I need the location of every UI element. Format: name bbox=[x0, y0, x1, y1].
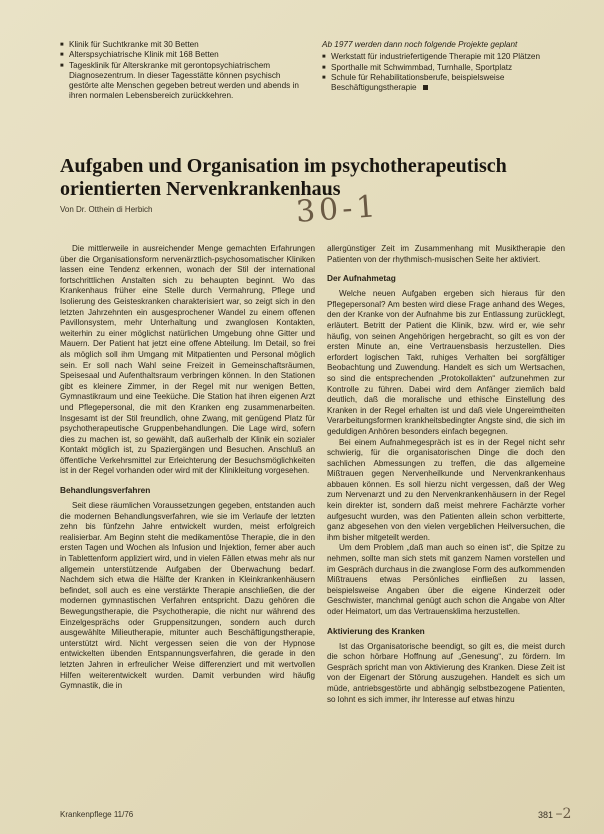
handwritten-page-mark: –2 bbox=[555, 806, 572, 822]
right-column bbox=[327, 244, 565, 705]
journal-footer: Krankenpflege 11/76 bbox=[60, 810, 134, 819]
section-heading: Behandlungsverfahren bbox=[60, 485, 151, 496]
article-author: Von Dr. Otthein di Herbich bbox=[60, 205, 153, 214]
body-paragraph: Seit diese räumlichen Voraussetzungen gegeben, entstanden auch die modernen Behandlungsverfahren, wie sie im Verlaufe der letzten zehn bis fünfzehn Jahre entwickelt wurden, meist erfolgreich realisierbar. Am Beginn steht die medikamentöse Therapie, die in den ersten Tagen und Wochen als Infusion und Injektion, ferner aber auch in Tablettenform appliziert wird, und in vielen Fällen etwas mehr als nur allgemein unterstützende Aufgaben der Überwachung bedarf. Nachdem sich etwa die Hälfte der Kranken in Kleinkrankenhäusern befindet, soll auch es eine verstärkte Therapie anschließen, die der modernen gymnastischen Verfahren entspricht. Dazu gehören die Bewegungstherapie, die Psychotherapie, die nicht nur während des Einzelgesprächs oder Gruppensitzungen, sondern auch durch ausgewählte Milieutherapie, mitunter auch Beschäftigungstherapie, unterstützt wird. Nicht vergessen seien die von der Hypnose entwickelten übenden Entspannungsverfahren, die gerade in den letzten Jahren in erfreulicher Weise differenziert und mit wertvollen Hilfen weiterentwickelt wurden. Damit verbunden wird häufig Gymnastik, die in bbox=[60, 501, 315, 691]
body-paragraph: allergünstiger Zeit im Zusammenhang mit Musiktherapie den Patienten von der rhythmisch-musischen Seite her aktiviert. bbox=[327, 244, 565, 264]
end-of-section-mark bbox=[423, 85, 428, 90]
body-paragraph: Um dem Problem „daß man auch so einen ist“, die Spitze zu nehmen, sollte man sich stets mit ganzem Namen vorstellen und im Gespräch durchaus in die zwanglose Form des aufkommenden Mißtrauens etwas Persönliches einfließen zu lassen, beispielsweise Angaben über die eigene Kinderzeit oder Geschwister, manchmal genügt auch schon die Angabe von Alter oder Heimatort, um das Vertrauensklima herzustellen. bbox=[327, 543, 565, 616]
section-heading: Aktivierung des Kranken bbox=[327, 625, 425, 636]
article-title: Aufgaben und Organisation im psychotherapeutisch orientierten Nervenkrankenhaus bbox=[60, 155, 507, 200]
top-left-continued-list bbox=[60, 40, 310, 102]
section-heading: Der Aufnahmetag bbox=[327, 273, 396, 284]
handwritten-annotation: 30-1 bbox=[294, 189, 381, 230]
page-number: 381 bbox=[538, 810, 554, 820]
body-paragraph: Bei einem Aufnahmegespräch ist es in der Regel nicht sehr schwierig, für die organisatorischen Dinge die doch den sachlichen Abmessungen zu treffen, die das allgemeine Mißtrauen gegen Nervenheilkunde und Nervenkrankenhaus abbauen können. Es soll hierzu nicht vergessen, daß der Weg zum Nervenarzt und zu den Nervenkrankenhäusern in der Regel kein direkter ist, sondern daß meist mehrere Fachärzte vorher aufgesucht wurden, was den Patienten allein schon verbitterte, ganz abgesehen von den vielen vergeblichen Heilversuchen, die ihm bisher mitgeteilt werden. bbox=[327, 437, 565, 542]
list-item bbox=[322, 73, 562, 94]
list-item: ■ Alterspsychiatrische Klinik mit 168 Betten bbox=[60, 50, 310, 60]
planned-projects-intro: Ab 1977 werden dann noch folgende Projekte geplant bbox=[322, 40, 518, 49]
body-paragraph: Ist das Organisatorische beendigt, so gilt es, die meist durch die schon hörbare Hoffnung auf „Genesung“, zu fördern. Im Gespräch spricht man von Aktivierung des Kranken. Diese Zeit ist von der Eigenart der Störung auszugehen. Handelt es sich um müde, antriebsgestörte und abhängig selbstbezogene Patienten, so lohnt es sich immer, ihr Interesse auf etwas hinzu bbox=[327, 641, 565, 704]
top-right-planned-projects bbox=[322, 40, 562, 93]
planned-projects-list bbox=[322, 52, 562, 93]
page-number-footer bbox=[538, 806, 571, 822]
list-item: ■ Tagesklinik für Alterskranke mit gerontopsychiatrischem Diagnosezentrum. In dieser Tagesstätte können psychisch gestörte alte Menschen gegeben betreut werden und abends in ihren normalen Lebensbereich zurückkehren. bbox=[60, 61, 310, 102]
list-item: ■ Klinik für Suchtkranke mit 30 Betten bbox=[60, 40, 310, 50]
left-column bbox=[60, 244, 315, 692]
list-item: ■ Werkstatt für industriefertigende Therapie mit 120 Plätzen bbox=[322, 52, 562, 62]
body-paragraph: Welche neuen Aufgaben ergeben sich hieraus für den Pflegepersonal? Am besten wird diese Frage anhand des Weges, den der Kranke von der Aufnahme bis zur Entlassung zurücklegt, erläutert. Betritt der Patient die Klinik, bzw. wird er, wie sehr häufig, von seinen Angehörigen hergebracht, so gilt es von der ersten Minute an, eine Vertrauensbasis herzustellen. Dies erfordert logischen Takt, ruhiges Verhalten bei sorgfältiger Beobachtung und Zuwendung. Handelt es sich um Wertsachen, so sind die entsprechenden „Protokollakten“ aufzunehmen zur Kontrolle zu führen. Dabei wird dem Anfänger ziemlich bald deutlich, daß die moralische und ethische Einstellung des Kranken in der Regel erhalten ist und daß viele Ungereimtheiten Verarbeitungsformen krankheitsbedingter Angste sind, die sich im geduldigen Anhören besonders einfach begegnen. bbox=[327, 289, 565, 436]
list-item-text: Schule für Rehabilitationsberufe, beispielsweise Beschäftigungstherapie bbox=[331, 72, 505, 93]
facility-list bbox=[60, 40, 310, 102]
body-paragraph: Die mittlerweile in ausreichender Menge gemachten Erfahrungen über die Organisationsform nervenärztlich-psychosomatischer Kliniken lassen eine Tendenz erkennen, wonach der Stil der international fortschrittlichen Anstalten sich zu behaupten beginnt. Wo das Krankenhaus früher eine Stelle durch Vermahrung, Pflege und Isolierung des Geisteskranken charakterisiert war, so zeigt sich in den letzten Jahrzehnten ein ausgesprochener Wandel zu einem offenen Pavillonsystem, mehr Unterhaltung und zwanglosen Kontakten, weiterhin zu einer möglichst natürlichen Umgebung ohne Gitter und Mauern. Der Patient hat jetzt eine offene Abteilung. Im Detail, so frei als möglich soll ihm Umgang mit Mitpatienten und Personal möglich sein. Er soll nach Wahl seine Freizeit in Gemeinschaftsräumen, Speisesaal und Aufenthaltsraum verbringen können. In den Stationen gibt es kleinere Zimmer, in der Regel mit nur wenigen Betten, Gymnastikraum und eine Teeküche. Die Station hat ihren eigenen Arzt und Pflegepersonal, die mit den Kranken eng zusammenarbeiten. Insgesamt ist der Stil freundlich, ohne Zwang, mit genügend Platz für psychotherapeutische Gruppenbehandlungen. Die Lage wird, sofern dies zu machen ist, so gewählt, daß außerhalb der Klinik ein sozialer Kontakt möglich ist, zu Spaziergängen und Besuchen. Anschluß an öffentliche Verkehrsmittel zur Erleichterung der Besuchsmöglichkeiten ist in der Regel vorhanden oder wird mit der Klinikleitung vorgesehen. bbox=[60, 244, 315, 476]
list-item: ■ Sporthalle mit Schwimmbad, Turnhalle, Sportplatz bbox=[322, 63, 562, 73]
